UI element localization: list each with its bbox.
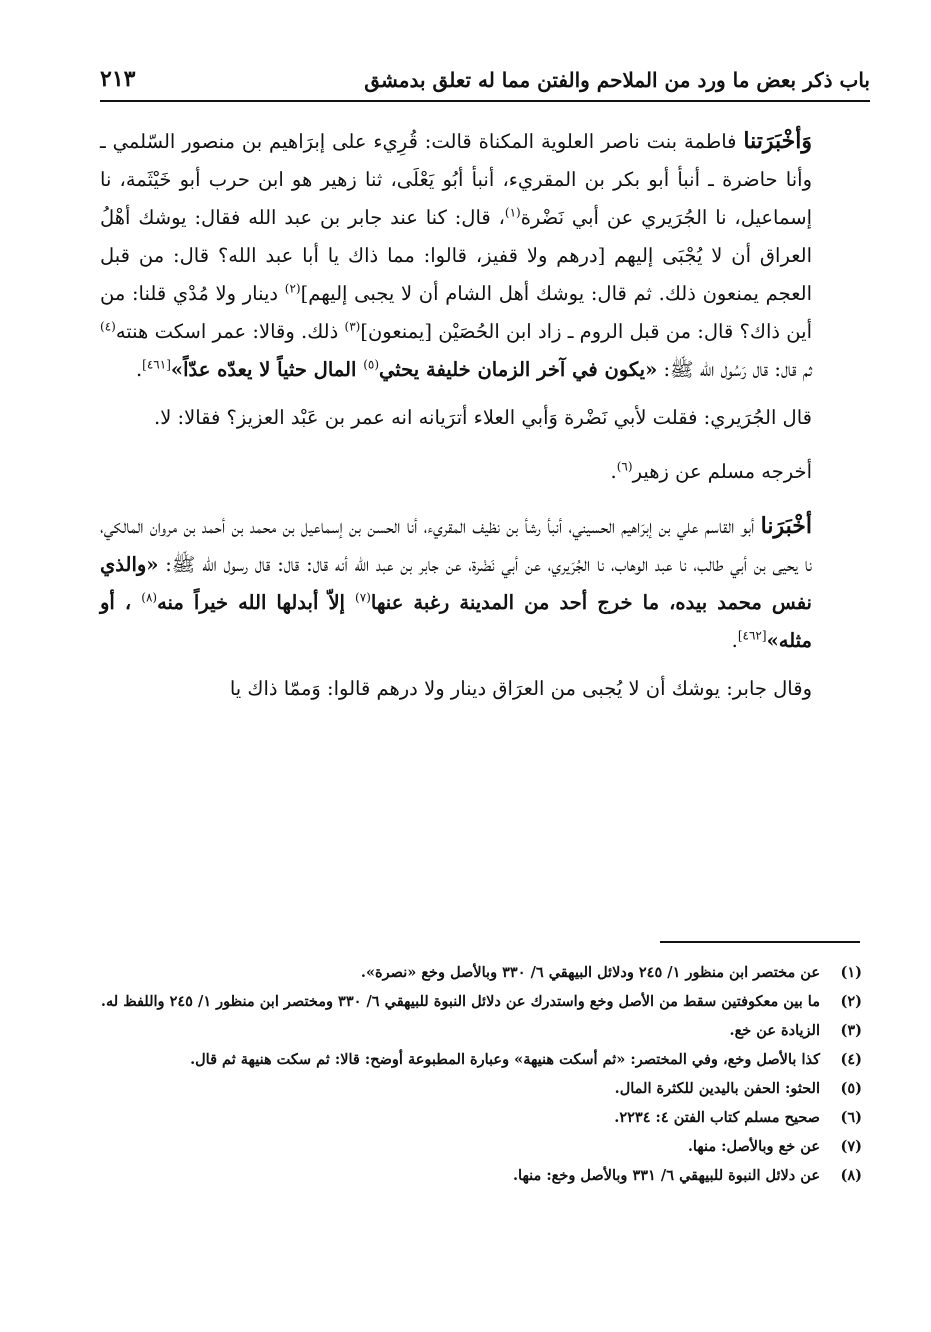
hadith-2-text-c: ، أو مثله» [100,591,812,652]
footnote-number: (٥) [840,1080,862,1097]
paragraph-1-text-c: دينار ولا مُدْي قلنا: من أين ذاك؟ قال: من قبل الروم ـ زاد ابن الحُصَيْن [يمنعون] [100,282,812,343]
paragraph-1-end: . [135,358,143,381]
footnote-5 [100,1074,862,1103]
paragraph-3 [100,453,862,491]
footnote-2 [100,987,862,1016]
footnote-3 [100,1016,862,1045]
footnote-number: (٢) [840,993,862,1010]
hadith-2-text-b: إلاّ أبدلها الله خيراً منه [157,591,356,614]
footnote-number: (٦) [840,1109,862,1126]
paragraph-2: قال الجُرَيري: فقلت لأبي نَضْرة وَأبي العلاء أترَيانه انه عمر بن عَبْد العزيز؟ فقالا: لا. [154,406,812,429]
running-head [100,62,870,102]
paragraph-1-text-e: ثم قال: قال رَسُول الله ﷺ: [657,358,812,381]
footnote-6 [100,1103,862,1132]
paragraph-1 [100,122,862,389]
footnote-marker-2[interactable]: (٢) [284,281,301,296]
paragraph-1-text-a: فاطمة بنت ناصر العلوية المكناة قالت: قُرِيء على إبرَاهيم بن منصور السّلمي ـ وأنا حاضرة ـ أنبأ أبو بكر بن المقريء، أنبأ أبُو يَعْلَى، ثنا زهير هو ابن حرب أبو خَيْثَمة، نا إسماعيل، نا الجُرَيري عن أبي نَضْرة [100,130,812,229]
hadith-reference-number-2: [٤٦٢] [737,628,767,643]
paragraph-3-end: . [610,460,617,483]
footnote-text: كذا بالأصل وخع، وفي المختصر: «ثم أسكت هنيهة» وعبارة المطبوعة أوضح: قالا: ثم سكت هنيهة ثم قال. [190,1051,820,1068]
footnote-number: (٣) [840,1022,862,1039]
footnote-marker-4[interactable]: (٤) [100,319,116,334]
footnotes [100,958,862,1190]
footnote-text: صحيح مسلم كتاب الفتن ٤: ٢٢٣٤. [614,1109,820,1126]
paragraph-1-text-d: ذلك. وقالا: عمر اسكت هنته [115,320,345,343]
isnad-lead-word-2: أخْبَرَنا [760,513,812,539]
footnote-text: عن مختصر ابن منظور ١/ ٢٤٥ ودلائل البيهقي ٦/ ٣٣٠ وبالأصل وخع «نصرة». [360,964,820,981]
footnote-text: عن دلائل النبوة للبيهقي ٦/ ٣٣١ وبالأصل وخع: منها. [512,1167,820,1184]
paragraph-1-text-b: ، قال: كنا عند جابر بن عبد الله فقال: يوشك أهْلُ العراق أن لا يُجْبَى إليهم [درهم ولا قفيز، قالوا: مما ذاك يا أبا عبد الله؟ قال: من قبل العجم يمنعون ذلك. ثم قال: يوشك أهل الشام أن لا يجبى إليهم] [100,206,812,305]
footnote-text: عن خع وبالأصل: منها. [687,1138,820,1155]
footnote-divider [660,941,860,943]
hadith-text-b: المال حثياً لا يعدّه عدّاً» [170,358,364,381]
footnote-4 [100,1045,862,1074]
main-text [100,122,862,708]
isnad-lead-word: وَأخْبَرَتنا [743,128,812,154]
footnote-number: (٧) [840,1138,862,1155]
footnote-text: الزيادة عن خع. [729,1022,820,1039]
footnote-marker-8[interactable]: (٨) [141,590,158,605]
footnote-number: (٤) [840,1051,862,1068]
footnote-marker-6[interactable]: (٦) [616,459,633,474]
footnote-text: ما بين معكوفتين سقط من الأصل وخع واستدرك عن دلائل النبوة للبيهقي ٦/ ٣٣٠ ومختصر ابن منظور ١/ ٢٤٥ واللفظ له. [100,993,820,1010]
footnote-1 [100,958,862,987]
paragraph-4-end: . [731,629,738,652]
footnote-8 [100,1161,862,1190]
hadith-text-a: «يكون في آخر الزمان خليفة يحثي [379,358,658,381]
footnote-number: (٨) [840,1167,862,1184]
paragraph-5: وقال جابر: يوشك أن لا يُجبى من العرَاق دينار ولا درهم قالوا: وَممّا ذاك يا [229,677,812,700]
footnote-marker-5[interactable]: (٥) [363,357,380,372]
footnote-7 [100,1132,862,1161]
header-divider [100,100,870,102]
paragraph-4 [100,507,862,660]
paragraph-3-text: أخرجه مسلم عن زهير [632,460,812,483]
footnote-text: الحثو: الحفن باليدين للكثرة المال. [614,1080,820,1097]
footnote-number: (١) [840,964,862,981]
page-number: ٢١٣ [100,66,136,92]
footnote-marker-3[interactable]: (٣) [344,319,361,334]
footnote-marker-7[interactable]: (٧) [355,590,371,605]
footnote-marker-1[interactable]: (١) [504,205,521,220]
hadith-reference-number: [٤٦١] [142,357,171,372]
chapter-title: باب ذكر بعض ما ورد من الملاحم والفتن مما له تعلق بدمشق [364,68,870,92]
hadith-2-text-a: «والذي نفس محمد بيده، ما خرج أحد من المدينة رغبة عنها [100,553,812,614]
paragraph-4-text-a: أبو القاسم علي بن إبرَاهيم الحسيني، أنبأ رشأ بن نظيف المقريء، أنا الحسن بن إسماعيل بن محمد بن أحمد بن مروان المالكي، نا يحيى بن أبي طالب، نا عبد الوهاب، نا الجُرَيري، عن أبي نَضْرة، عن جابر بن عبد الله أنه قال: قال: قال رسول الله ﷺ: [100,515,812,576]
